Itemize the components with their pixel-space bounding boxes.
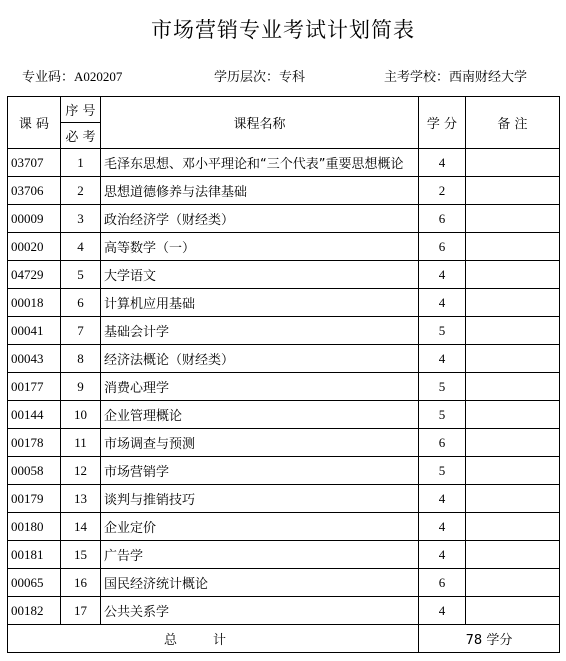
note-cell bbox=[466, 289, 560, 317]
seq-cell: 17 bbox=[61, 597, 101, 625]
course-name-cell: 毛泽东思想、邓小平理论和“三个代表”重要思想概论 bbox=[101, 149, 419, 177]
note-cell bbox=[466, 401, 560, 429]
header-credit: 学 分 bbox=[419, 97, 466, 149]
course-code-cell: 00179 bbox=[8, 485, 61, 513]
credit-cell: 5 bbox=[419, 317, 466, 345]
seq-cell: 16 bbox=[61, 569, 101, 597]
note-cell bbox=[466, 149, 560, 177]
seq-cell: 2 bbox=[61, 177, 101, 205]
note-cell bbox=[466, 485, 560, 513]
header-required: 必 考 bbox=[61, 123, 101, 149]
table-row bbox=[8, 233, 560, 261]
note-cell bbox=[466, 457, 560, 485]
course-code-cell: 00180 bbox=[8, 513, 61, 541]
table-row bbox=[8, 597, 560, 625]
course-code-cell: 00177 bbox=[8, 373, 61, 401]
examining-school-value: 西南财经大学 bbox=[449, 70, 528, 85]
course-code-cell: 00020 bbox=[8, 233, 61, 261]
major-code bbox=[22, 66, 122, 85]
exam-plan-table bbox=[7, 96, 560, 653]
page-title: 市场营销专业考试计划简表 bbox=[151, 18, 415, 42]
credit-cell: 4 bbox=[419, 485, 466, 513]
course-name-cell: 高等数学（一） bbox=[101, 233, 419, 261]
credit-cell: 5 bbox=[419, 401, 466, 429]
table-row bbox=[8, 345, 560, 373]
course-name-cell: 谈判与推销技巧 bbox=[101, 485, 419, 513]
credit-cell: 4 bbox=[419, 597, 466, 625]
table-row bbox=[8, 373, 560, 401]
credit-cell: 6 bbox=[419, 429, 466, 457]
course-name-cell: 市场调查与预测 bbox=[101, 429, 419, 457]
course-code-cell: 00181 bbox=[8, 541, 61, 569]
seq-cell: 9 bbox=[61, 373, 101, 401]
seq-cell: 10 bbox=[61, 401, 101, 429]
seq-cell: 1 bbox=[61, 149, 101, 177]
note-cell bbox=[466, 541, 560, 569]
course-code-cell: 00018 bbox=[8, 289, 61, 317]
examining-school bbox=[384, 66, 527, 85]
seq-cell: 8 bbox=[61, 345, 101, 373]
table-row bbox=[8, 569, 560, 597]
seq-cell: 7 bbox=[61, 317, 101, 345]
note-cell bbox=[466, 261, 560, 289]
course-code-cell: 04729 bbox=[8, 261, 61, 289]
seq-cell: 4 bbox=[61, 233, 101, 261]
course-code-cell: 00009 bbox=[8, 205, 61, 233]
note-cell bbox=[466, 429, 560, 457]
course-name-cell: 公共关系学 bbox=[101, 597, 419, 625]
credit-cell: 6 bbox=[419, 205, 466, 233]
table-row bbox=[8, 429, 560, 457]
course-code-cell: 00182 bbox=[8, 597, 61, 625]
credit-cell: 4 bbox=[419, 261, 466, 289]
course-name-cell: 政治经济学（财经类） bbox=[101, 205, 419, 233]
table-row bbox=[8, 541, 560, 569]
note-cell bbox=[466, 597, 560, 625]
credit-cell: 4 bbox=[419, 513, 466, 541]
course-name-cell: 企业管理概论 bbox=[101, 401, 419, 429]
examining-school-label: 主考学校： bbox=[384, 70, 450, 85]
table-row bbox=[8, 177, 560, 205]
course-name-cell: 国民经济统计概论 bbox=[101, 569, 419, 597]
course-code-cell: 00178 bbox=[8, 429, 61, 457]
table-row bbox=[8, 457, 560, 485]
credit-cell: 2 bbox=[419, 177, 466, 205]
table-row bbox=[8, 289, 560, 317]
course-code-cell: 00043 bbox=[8, 345, 61, 373]
course-code-cell: 03707 bbox=[8, 149, 61, 177]
course-name-cell: 思想道德修养与法律基础 bbox=[101, 177, 419, 205]
header-course-name: 课程名称 bbox=[101, 97, 419, 149]
credit-cell: 4 bbox=[419, 289, 466, 317]
note-cell bbox=[466, 513, 560, 541]
header-seq: 序 号 bbox=[61, 97, 101, 123]
table-row bbox=[8, 205, 560, 233]
credit-cell: 6 bbox=[419, 569, 466, 597]
note-cell bbox=[466, 373, 560, 401]
course-code-cell: 00065 bbox=[8, 569, 61, 597]
note-cell bbox=[466, 205, 560, 233]
course-name-cell: 消费心理学 bbox=[101, 373, 419, 401]
table-row bbox=[8, 149, 560, 177]
major-code-label: 专业码： bbox=[22, 70, 75, 85]
note-cell bbox=[466, 345, 560, 373]
credit-cell: 4 bbox=[419, 345, 466, 373]
note-cell bbox=[466, 317, 560, 345]
table-row bbox=[8, 513, 560, 541]
total-credits: 78 学分 bbox=[419, 625, 560, 653]
note-cell bbox=[466, 233, 560, 261]
course-code-cell: 00058 bbox=[8, 457, 61, 485]
course-code-cell: 03706 bbox=[8, 177, 61, 205]
course-name-cell: 计算机应用基础 bbox=[101, 289, 419, 317]
seq-cell: 6 bbox=[61, 289, 101, 317]
table-row bbox=[8, 317, 560, 345]
credit-cell: 5 bbox=[419, 373, 466, 401]
header-course-code: 课 码 bbox=[8, 97, 61, 149]
note-cell bbox=[466, 569, 560, 597]
course-name-cell: 企业定价 bbox=[101, 513, 419, 541]
credit-cell: 4 bbox=[419, 149, 466, 177]
table-row bbox=[8, 261, 560, 289]
education-level-value: 专科 bbox=[279, 70, 306, 85]
seq-cell: 15 bbox=[61, 541, 101, 569]
total-label: 总计 bbox=[8, 625, 419, 653]
seq-cell: 3 bbox=[61, 205, 101, 233]
major-code-value: A020207 bbox=[74, 69, 123, 84]
education-level-label: 学历层次： bbox=[214, 70, 280, 85]
course-name-cell: 市场营销学 bbox=[101, 457, 419, 485]
education-level bbox=[214, 66, 305, 85]
course-name-cell: 广告学 bbox=[101, 541, 419, 569]
course-name-cell: 基础会计学 bbox=[101, 317, 419, 345]
course-name-cell: 大学语文 bbox=[101, 261, 419, 289]
seq-cell: 13 bbox=[61, 485, 101, 513]
course-code-cell: 00041 bbox=[8, 317, 61, 345]
seq-cell: 14 bbox=[61, 513, 101, 541]
credit-cell: 5 bbox=[419, 457, 466, 485]
note-cell bbox=[466, 177, 560, 205]
course-name-cell: 经济法概论（财经类） bbox=[101, 345, 419, 373]
seq-cell: 12 bbox=[61, 457, 101, 485]
total-row bbox=[8, 625, 560, 653]
course-code-cell: 00144 bbox=[8, 401, 61, 429]
credit-cell: 4 bbox=[419, 541, 466, 569]
table-row bbox=[8, 485, 560, 513]
credit-cell: 6 bbox=[419, 233, 466, 261]
seq-cell: 11 bbox=[61, 429, 101, 457]
seq-cell: 5 bbox=[61, 261, 101, 289]
table-row bbox=[8, 401, 560, 429]
header-note: 备 注 bbox=[466, 97, 560, 149]
